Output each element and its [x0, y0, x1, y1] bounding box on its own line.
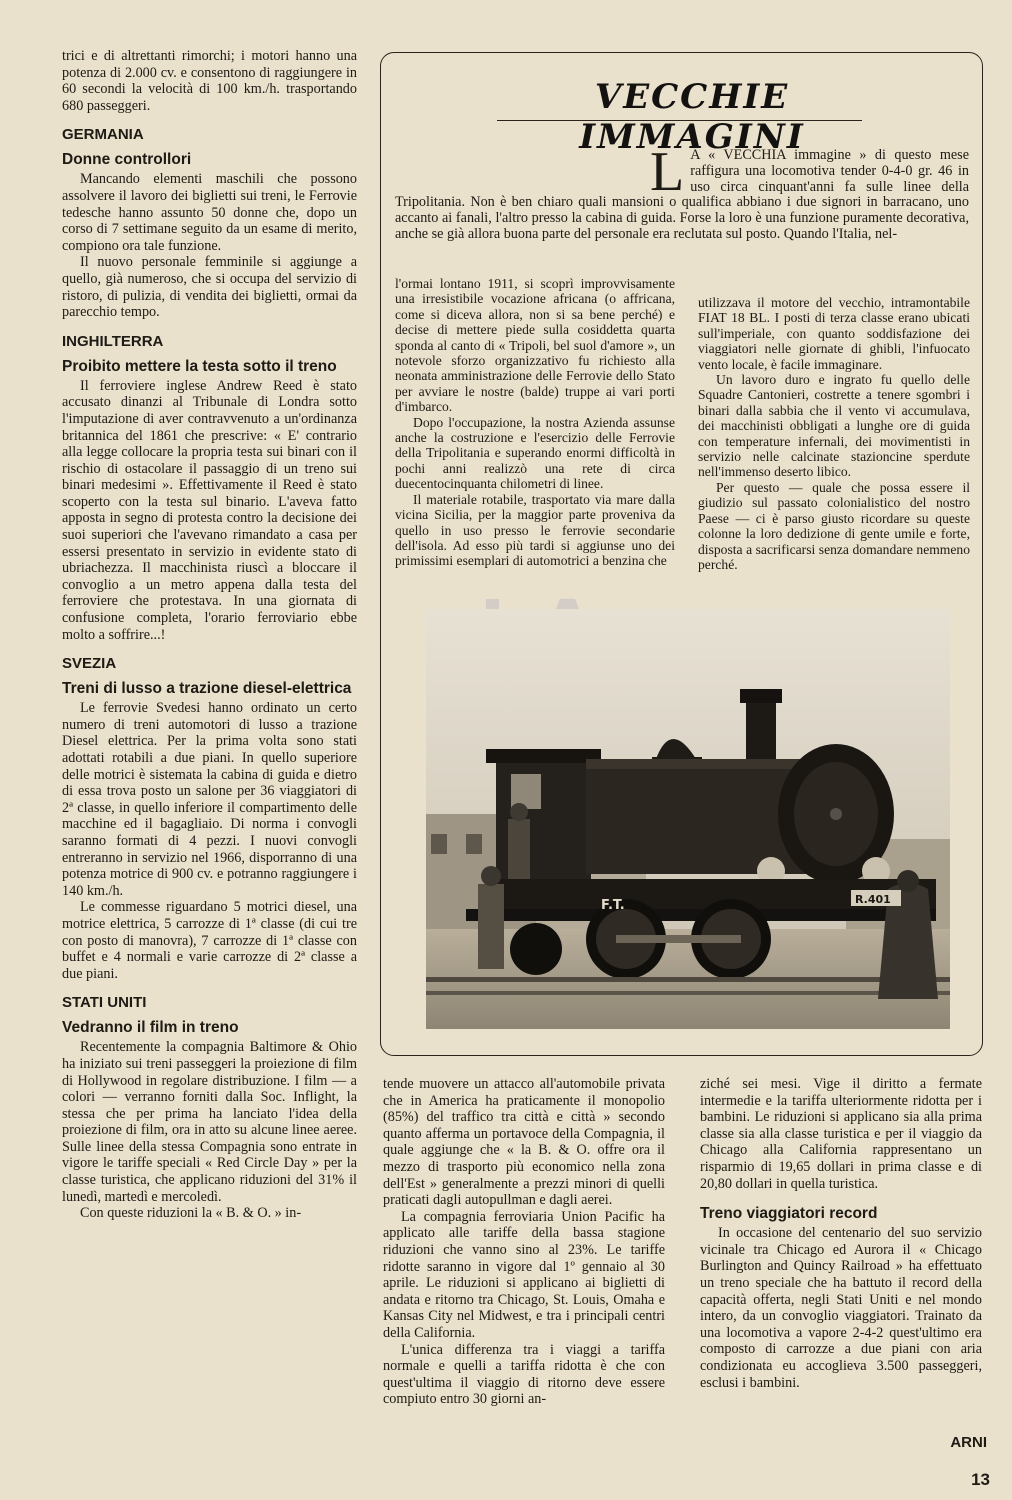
locomotive-photo — [426, 609, 950, 1029]
right-column — [700, 1076, 982, 1391]
feature-intro — [395, 141, 969, 243]
headline-svezia: Treni di lusso a trazione diesel-elettrica — [62, 680, 352, 698]
paragraph: Un lavoro duro e ingrato fu quello delle Squadre Cantonieri, costrette a tenere sgombri i binari dalla sabbia che il vento vi accumulava, dei macchinisti obbligati a lunghe ore di guida con temperature infernali, dei movimentisti in servizio nelle calcinate stazioncine sperdute nell'immenso deserto libico. — [698, 372, 970, 480]
paragraph: Il nuovo personale femminile si aggiunge a quello, già numeroso, che si occupa del servizio di ristoro, di pulizia, di vendita dei biglietti, ormai da parecchio tempo. — [62, 254, 357, 321]
section-svezia: SVEZIA — [62, 655, 117, 673]
section-germania: GERMANIA — [62, 126, 144, 144]
paragraph: ziché sei mesi. Vige il diritto a fermate intermedie e la tariffa ulteriormente ridotta per i bambini. Le riduzioni si applicano sia alla prima classe sia alla classe turistica e per il viaggio da Chicago alla California rappresentano un risparmio di 19,65 dollari in prima classe e di 20,80 dollari in quella turistica. — [700, 1076, 982, 1192]
section-inghilterra: INGHILTERRA — [62, 332, 164, 350]
paragraph: Le ferrovie Svedesi hanno ordinato un certo numero di treni automotori di lusso a trazione Diesel elettrica. Per la prima volta sono stati adottati rotabili a due piani. In quello superiore delle motrici è sistemata la cabina di guida e dietro di essa trova posto un salone per 36 viaggiatori di 2ª classe, in quello inferiore il compartimento delle macchine ed il bagagliaio. Di norma i convogli saranno formati di 4 pezzi. I nuovi convogli entreranno in servizio nel 1966, disporranno di una potenza motrice di 900 cv. e potranno raggiungere i 140 km./h. — [62, 700, 357, 899]
paragraph: Per questo — quale che possa essere il giudizio sul passato colonialistico del nostro Paese — ci è parso giusto ricordare su queste colonne la loro dedizione di gente umile e forte, disposta a sacrificarsi senza domandare nemmeno perché. — [698, 479, 970, 572]
feature-title: VECCHIE IMMAGINI — [579, 77, 805, 157]
feature-column-2 — [698, 295, 970, 572]
headline-germania: Donne controllori — [62, 151, 192, 169]
section-stati-uniti: STATI UNITI — [62, 994, 147, 1012]
paragraph: Il ferroviere inglese Andrew Reed è stato accusato dinanzi al Tribunale di Londra sotto l'imputazione di aver contravvenuto a un'ordinanza britannica del 1861 che prescrive: « E' contrario alla legge collocare la propria testa sui binari con il rischio di ostacolare il passaggio di un treno sui binari medesimi ». Effettivamente il Reed è stato scoperto con la testa sul binario. L'aveva fatto apposta in segno di protesta contro la decisione dei suoi superiori che l'avevano rimandato a casa per essersi presentato in servizio in evidente stato di ubriachezza. Il macchinista riuscì a bloccare il convoglio a un metro appena dalla testa del ferroviere che protestava. In una giornata di confusione completa, l'orario ferroviario ebbe molto a soffrire...! — [62, 377, 357, 643]
locomotive-marking: F.T. — [601, 898, 625, 913]
paragraph: In occasione del centenario del suo servizio vicinale tra Chicago ed Aurora il « Chicago Burlington and Quincy Railroad » ha effettuato un treno speciale che ha battuto il record della capacità offerta, negli Stati Uniti e nel mondo intero, da un convoglio viaggiatori. Trainato da una locomotiva a vapore 2-4-2 quest'ultimo era composto di carrozze a due piani con aria condizionata eu accoglieva 3.500 passeggeri, esclusi i bambini. — [700, 1225, 982, 1391]
paragraph: Recentemente la compagnia Baltimore & Ohio ha iniziato sui treni passeggeri la proiezione di film di Hollywood in regolare distribuzione. I film — a colori — verranno forniti dalla Soc. Inflight, la stessa che per prima ha lanciato l'idea della proiezione di film, ora in atto su alcune linee aeree. Sulle linee della stessa Compagnia sono entrate in vigore le tariffe speciali « Red Circle Day » per la classe turistica, che applicano riduzioni del 31% il lunedì, martedì e mercoledì. — [62, 1039, 357, 1205]
paragraph: Le commesse riguardano 5 motrici diesel, una motrice elettrica, 5 carrozze di 1ª classe (di cui tre con posto di manovra), 7 carrozze di 1ª classe con buffet e 4 normali e varie carrozze di 2ª classe a due piani. — [62, 899, 357, 982]
headline-record: Treno viaggiatori record — [700, 1205, 878, 1223]
paragraph: tende muovere un attacco all'automobile privata che in America ha praticamente il monopolio (85%) del traffico tra città e città » secondo quanto afferma un portavoce della Compagnia, il quale aggiunge che « la B. & O. offre ora il mezzo di trasporto più economico nella zona dell'Est » generalmente a prezzi minori di quelli praticati dagli autopullman e dagli aerei. — [383, 1076, 665, 1209]
paragraph: utilizzava il motore del vecchio, intramontabile FIAT 18 BL. I posti di terza classe erano ubicati sull'imperiale, con quanto soddisfazione dei viaggiatori nelle giornate di ghibli, l'infuocato vento locale, è facile immaginare. — [698, 295, 970, 372]
headline-inghilterra: Proibito mettere la testa sotto il treno — [62, 357, 337, 375]
paragraph: Mancando elementi maschili che possono assolvere il lavoro dei biglietti sui treni, le Ferrovie tedesche hanno assunto 50 donne che, dopo un corso di 7 settimane seguito da un esame di merito, compiono ora tale funzione. — [62, 171, 357, 254]
paragraph: Il materiale rotabile, trasportato via mare dalla vicina Sicilia, per la maggior parte proveniva da quello in uso presso le ferrovie secondarie dell'isola. Ad esso più tardi si aggiunse uno dei primissimi esemplari di automotrici a benzina che — [395, 491, 675, 569]
continued-paragraph: trici e di altrettanti rimorchi; i motori hanno una potenza di 2.000 cv. e consentono di raggiungere in 60 secondi la velocità di 100 km./h. trasportando 680 passeggeri. — [62, 48, 357, 114]
paragraph: La compagnia ferroviaria Union Pacific ha applicato alle tariffe della bassa stagione riduzioni che vanno sino al 23%. Le tariffe ridotte saranno in vigore dal 1º gennaio al 30 aprile. Le riduzioni si applicano ai biglietti di andata e ritorno tra Chicago, St. Louis, Omaha e Kansas City nel Midwest, e tra i principali centri della California. — [383, 1208, 665, 1341]
locomotive-illustration — [426, 609, 950, 1029]
locomotive-number-plate: R.401 — [855, 893, 891, 906]
page-number: 13 — [971, 1470, 990, 1489]
paragraph: l'ormai lontano 1911, si scoprì improvvisamente una irresistibile vocazione africana (o affricana, come si diceva allora, non si sa bene perché) e decise di mettere piede sulla cosiddetta quarta sponda al canto di « Tripoli, bel suol d'amore », un notevole sforzo organizzativo fu richiesto alla neonata amministrazione delle Ferrovie dello Stato per avviare le nostre (balde) truppe ai vari porti d'imbarco. — [395, 276, 675, 415]
author-signature: ARNI — [950, 1434, 987, 1451]
title-rule — [497, 120, 862, 121]
left-column — [62, 48, 357, 1222]
paragraph: Con queste riduzioni la « B. & O. » in- — [80, 1205, 302, 1222]
feature-intro-text: A « VECCHIA immagine » di questo mese raffigura una locomotiva tender 0-4-0 gr. 46 in uso circa cinquant'anni fa sulle linee della Tripolitania. Non è ben chiaro quali mansioni o qualifica abbiano i due signori in barracano, uno accanto ai fanali, l'altro presso la cabina di guida. Forse la loro è una funzione puramente decorativa, anche se già allora buona parte del personale era reclutata sul posto. Quando l'Italia, nel- — [395, 147, 969, 242]
paragraph: L'unica differenza tra i viaggi a tariffa normale e quelli a tariffa ridotta è che con quest'ultima il viaggio di ritorno deve essere compiuto entro 30 giorni an- — [383, 1341, 665, 1408]
headline-stati-uniti: Vedranno il film in treno — [62, 1019, 239, 1037]
paragraph: Dopo l'occupazione, la nostra Azienda assunse anche la costruzione e l'esercizio delle Ferrovie della Tripolitania e superando enormi difficoltà in pochi anni realizzò una rete di circa duecentocinquanta chilometri di linee. — [395, 414, 675, 492]
drop-cap: L — [650, 141, 685, 203]
feature-column-1 — [395, 276, 675, 569]
middle-column — [383, 1076, 665, 1408]
